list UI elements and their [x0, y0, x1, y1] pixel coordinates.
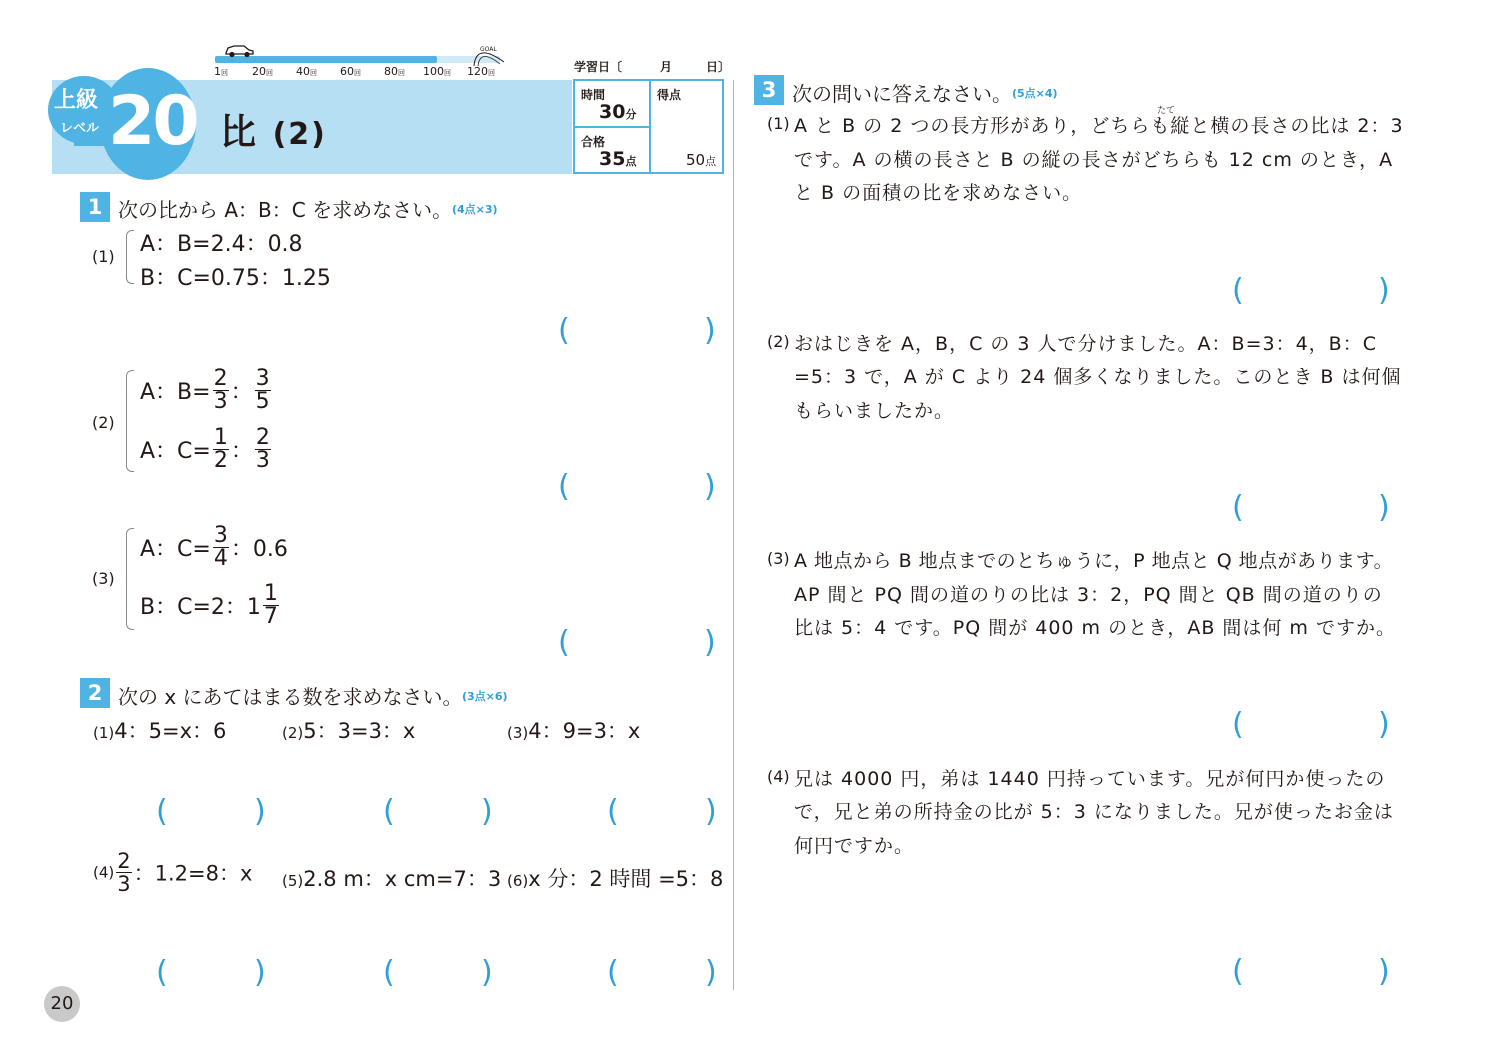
question-label: (4) — [767, 767, 790, 786]
answer-paren-close[interactable]: ) — [705, 955, 717, 990]
answer-paren-close[interactable]: ) — [481, 955, 493, 990]
answer-paren-close[interactable]: ) — [481, 794, 493, 829]
pass-label: 合格 — [581, 135, 606, 149]
answer-paren-open[interactable]: ( — [607, 794, 619, 829]
goal-flag-icon — [470, 40, 508, 68]
car-icon — [222, 42, 256, 58]
question-label: (3) — [767, 549, 790, 568]
equation: (5)2.8 m：x cm=7：3 — [282, 867, 502, 891]
max-score: 50点 — [686, 151, 717, 169]
lesson-title: 比 (2) — [220, 112, 327, 153]
study-date: 学習日〔 月 日〕 — [574, 60, 731, 74]
section-number: 1 — [80, 192, 110, 222]
answer-paren-close[interactable]: ) — [705, 794, 717, 829]
progress-tick: 120回 — [467, 65, 495, 78]
answer-paren-open[interactable]: ( — [1232, 954, 1244, 989]
score-label: 得点 — [657, 88, 682, 102]
equation: A：B= $\frac{2}{3}$ ： $\frac{3}{5}$ — [140, 366, 270, 414]
section-points: (3点×6) — [462, 690, 508, 703]
brace — [126, 528, 134, 630]
problem-text: AP 間と PQ 間の道のりの比は 3：2，PQ 間と QB 間の道のりの — [794, 584, 1383, 606]
answer-paren-open[interactable]: ( — [156, 794, 168, 829]
section-points: (4点×3) — [452, 203, 498, 216]
answer-paren-close[interactable]: ) — [254, 955, 266, 990]
time-label: 時間 — [581, 88, 606, 102]
answer-paren-close[interactable]: ) — [704, 313, 716, 348]
problem-text: A と B の 2 つの長方形があり，どちらも縦と横の長さの比は 2：3 — [794, 115, 1404, 137]
equation: (3)4：9=3：x — [507, 719, 641, 743]
section-points: (5点×4) — [1012, 87, 1058, 100]
section-number: 2 — [80, 678, 110, 708]
section-title: 次の問いに答えなさい。 — [792, 82, 1012, 106]
level-label: 上級 — [54, 88, 99, 113]
problem-text: おはじきを A，B，C の 3 人で分けました。A：B=3：4，B：C — [794, 333, 1377, 355]
question-label: (3) — [92, 569, 115, 588]
level-sub-label: レベル — [60, 121, 100, 136]
section-title: 次の x にあてはまる数を求めなさい。 — [118, 685, 463, 709]
answer-paren-open[interactable]: ( — [156, 955, 168, 990]
equation: (6)x 分：2 時間 =5：8 — [507, 867, 724, 891]
answer-paren-close[interactable]: ) — [1378, 707, 1390, 742]
answer-paren-close[interactable]: ) — [1378, 954, 1390, 989]
progress-tick: 20回 — [252, 65, 273, 78]
answer-paren-close[interactable]: ) — [1378, 490, 1390, 525]
answer-paren-close[interactable]: ) — [1378, 273, 1390, 308]
problem-text: 兄は 4000 円，弟は 1440 円持っています。兄が何円か使ったの — [794, 768, 1386, 790]
brace — [126, 370, 134, 472]
level-number: 20 — [108, 82, 197, 161]
time-value: 30分 — [599, 101, 637, 123]
answer-paren-close[interactable]: ) — [704, 625, 716, 660]
equation: A：C= $\frac{1}{2}$ ： $\frac{2}{3}$ — [140, 425, 270, 473]
answer-paren-open[interactable]: ( — [383, 955, 395, 990]
problem-text: です。A の横の長さと B の縦の長さがどちらも 12 cm のとき，A — [794, 149, 1394, 171]
progress-tick: 40回 — [296, 65, 317, 78]
page-number: 20 — [44, 986, 80, 1022]
equation: A：C= $\frac{3}{4}$ ：0.6 — [140, 523, 288, 571]
equation: A：B=2.4：0.8 — [140, 232, 303, 257]
answer-paren-open[interactable]: ( — [558, 625, 570, 660]
problem-text: 比は 5：4 です。PQ 間が 400 m のとき，AB 間は何 m ですか。 — [794, 617, 1396, 639]
ruby-annotation: たて — [1157, 106, 1176, 116]
svg-text:GOAL: GOAL — [480, 46, 497, 53]
progress-tick: 60回 — [340, 65, 361, 78]
problem-text: もらいましたか。 — [794, 400, 955, 422]
equation: B：C=0.75：1.25 — [140, 266, 331, 291]
equation: (2)5：3=3：x — [282, 719, 416, 743]
column-divider — [733, 80, 734, 990]
section-number: 3 — [754, 75, 784, 105]
answer-paren-close[interactable]: ) — [254, 794, 266, 829]
problem-text: A 地点から B 地点までのとちゅうに，P 地点と Q 地点があります。 — [794, 550, 1394, 572]
problem-text: で，兄と弟の所持金の比が 5：3 になりました。兄が使ったお金は — [794, 801, 1394, 823]
question-label: (2) — [767, 332, 790, 351]
answer-paren-open[interactable]: ( — [607, 955, 619, 990]
pass-value: 35点 — [599, 148, 637, 170]
equation: (1)4：5=x：6 — [93, 719, 227, 743]
progress-tick: 80回 — [384, 65, 405, 78]
progress-tick: 100回 — [423, 65, 451, 78]
equation: (4) $\frac{2}{3}$ ：1.2=8：x — [93, 849, 253, 896]
progress-tick: 1回 — [214, 65, 228, 78]
answer-paren-open[interactable]: ( — [558, 313, 570, 348]
problem-text: =5：3 で，A が C より 24 個多くなりました。このとき B は何個 — [794, 366, 1402, 388]
question-label: (1) — [767, 114, 790, 133]
progress-track — [215, 56, 500, 63]
score-box — [573, 79, 724, 174]
answer-paren-open[interactable]: ( — [558, 469, 570, 504]
answer-paren-close[interactable]: ) — [704, 469, 716, 504]
answer-paren-open[interactable]: ( — [383, 794, 395, 829]
equation: B：C=2：1 $\frac{1}{7}$ — [140, 581, 278, 629]
answer-paren-open[interactable]: ( — [1232, 707, 1244, 742]
problem-text: と B の面積の比を求めなさい。 — [794, 182, 1083, 204]
answer-paren-open[interactable]: ( — [1232, 490, 1244, 525]
section-title: 次の比から A：B：C を求めなさい。 — [118, 198, 453, 222]
question-label: (2) — [92, 413, 115, 432]
brace — [126, 230, 134, 284]
question-label: (1) — [92, 247, 115, 266]
answer-paren-open[interactable]: ( — [1232, 273, 1244, 308]
problem-text: 何円ですか。 — [794, 835, 915, 857]
